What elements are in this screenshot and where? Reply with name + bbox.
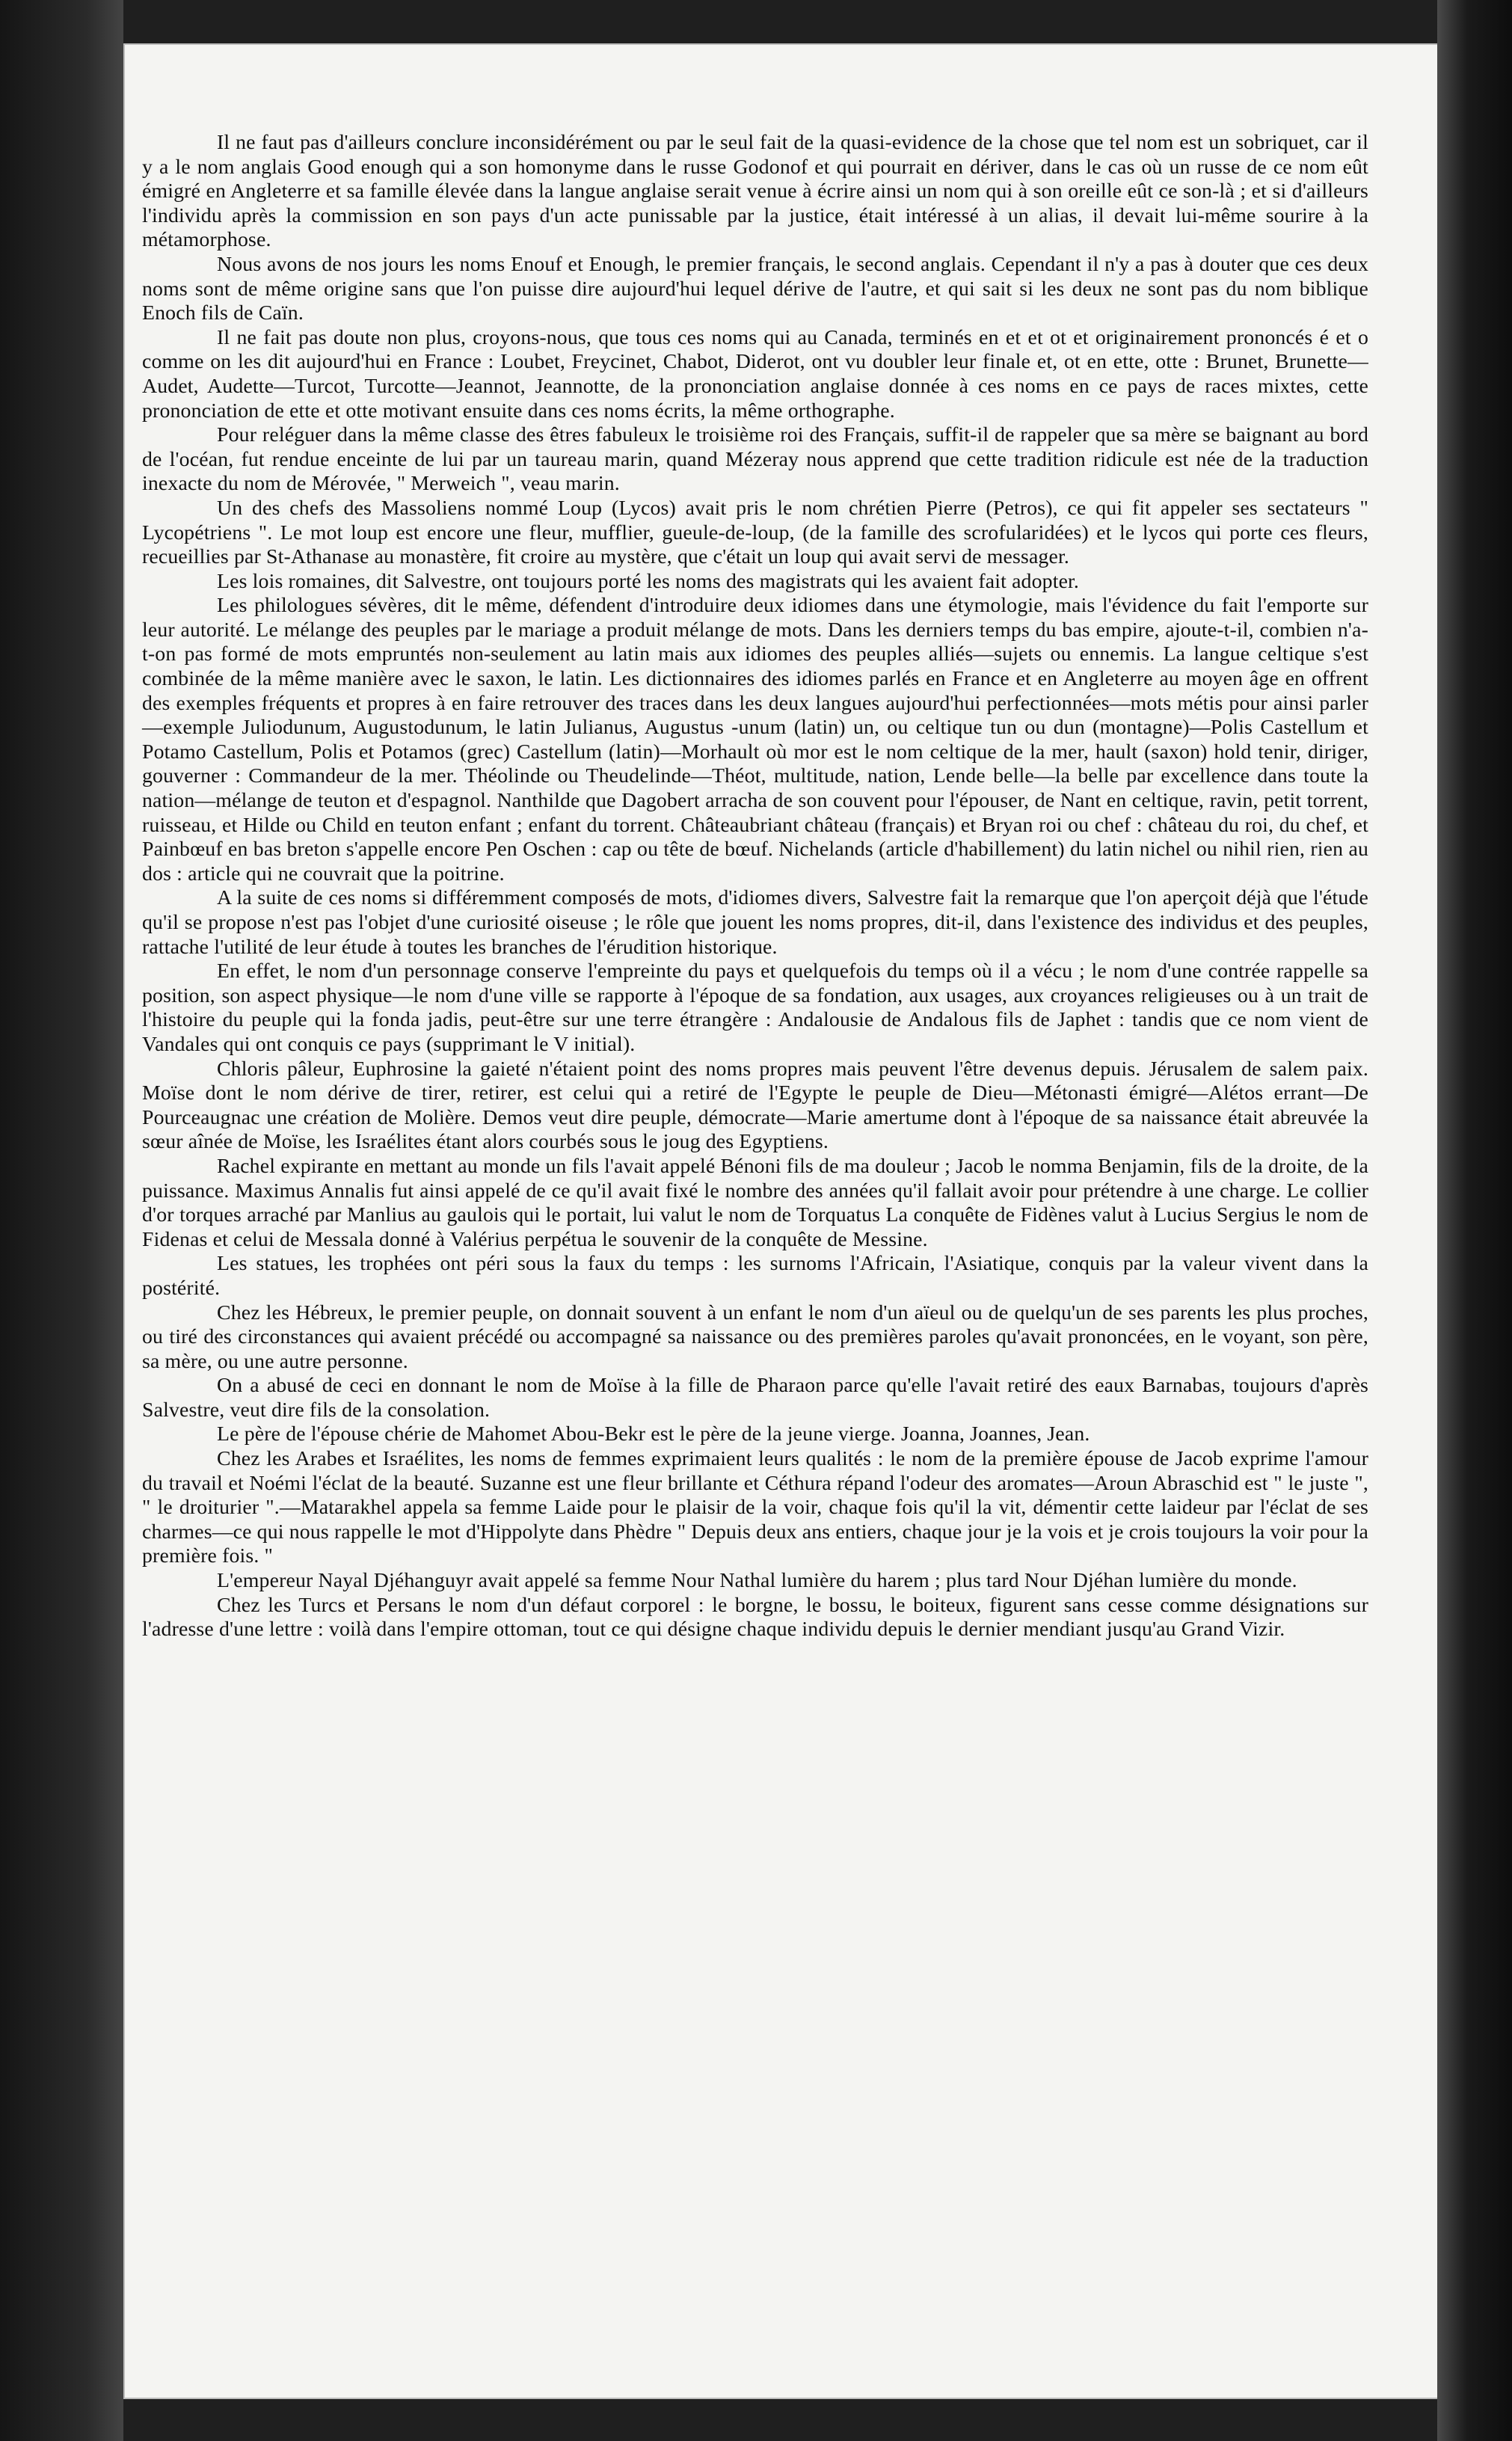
paragraph: Les lois romaines, dit Salvestre, ont toujours porté les noms des magistrats qui les avaient fait adopter. — [217, 569, 1080, 593]
paragraph: Rachel expirante en mettant au monde un fils l'avait appelé Bénoni fils de ma douleur ; Jacob le nomma Benjamin, fils de la droite, de la puissance. Maximus Annalis fut ainsi appelé de ce qu'il avait fixé le nombre des années qu'il fallait avoir pour prétendre à une charge. Le collier d'or torques arraché par Manlius au gaulois qui le portait, lui valut le nom de Torquatus La conquête de Fidènes valut à Lucius Sergius le nom de Fidenas et celui de Messala donné à Valérius perpétua le souvenir de la conquête de Messine. — [142, 1154, 1368, 1251]
paragraph: On a abusé de ceci en donnant le nom de Moïse à la fille de Pharaon parce qu'elle l'avait retiré des eaux Barnabas, toujours d'après Salvestre, veut dire fils de la consolation. — [142, 1374, 1368, 1422]
paragraph: Pour reléguer dans la même classe des êtres fabuleux le troisième roi des Français, suffit-il de rappeler que sa mère se baignant au bord de l'océan, fut rendue enceinte de lui par un taureau marin, quand Mézeray nous apprend que cette tradition ridicule est née de la traduction inexacte du nom de Mérovée, " Merweich ", veau marin. — [142, 423, 1368, 496]
scan-border-left — [0, 0, 123, 2441]
paragraph: Le père de l'épouse chérie de Mahomet Abou-Bekr est le père de la jeune vierge. Joanna, Joannes, Jean. — [217, 1422, 1090, 1446]
paragraph: Nous avons de nos jours les noms Enouf et Enough, le premier français, le second anglais. Cependant il n'y a pas à douter que ces deux noms sont de même origine sans que l'on puisse dire aujourd'hui lequel dérive de l'autre, et qui sait si les deux ne sont pas du nom biblique Enoch fils de Caïn. — [142, 252, 1368, 325]
paragraph: En effet, le nom d'un personnage conserve l'empreinte du pays et quelquefois du temps où il a vécu ; le nom d'une contrée rappelle sa position, son aspect physique—le nom d'une ville se rapporte à l'époque de sa fondation, aux usages, aux croyances religieuses ou à un trait de l'histoire du peuple qui la fonda jadis, peut-être sur une terre étrangère : Andalousie de Andalous fils de Japhet : tandis que ce nom vient de Vandales qui ont conquis ce pays (supprimant le V initial). — [142, 959, 1368, 1056]
paragraph: Les philologues sévères, dit le même, défendent d'introduire deux idiomes dans une étymologie, mais l'évidence du fait l'emporte sur leur autorité. Le mélange des peuples par le mariage a produit mélange de mots. Dans les derniers temps du bas empire, ajoute-t-il, combien n'a-t-on pas formé de mots empruntés non-seulement au latin mais aux idiomes des peuples alliés—sujets ou ennemis. La langue celtique s'est combinée de la même manière avec le saxon, le latin. Les dictionnaires des idiomes parlés en France et en Angleterre au moyen âge en offrent des exemples fréquents et propres à en faire retrouver des traces dans les deux langues aujourd'hui perfectionnées—mots métis pour ainsi parler—exemple Juliodunum, Augustodunum, le latin Julianus, Augustus -unum (latin) un, ou celtique tun ou dun (montagne)—Polis Castellum et Potamo Castellum, Polis et Potamos (grec) Castellum (latin)—Morhault où mor est le nom celtique de la mer, hault (saxon) hold tenir, diriger, gouverner : Commandeur de la mer. Théolinde ou Theudelinde—Théot, multitude, nation, Lende belle—la belle par excellence dans toute la nation—mélange de teuton et d'espagnol. Nanthilde que Dagobert arracha de son couvent pour l'épouser, de Nant en celtique, ravin, petit torrent, ruisseau, et Hilde ou Child en teuton enfant ; enfant du torrent. Châteaubriant château (français) et Bryan roi ou chef : château du roi, du chef, et Painbœuf en bas breton s'appelle encore Pen Oschen : cap ou tête de bœuf. Nichelands (article d'habillement) du latin nichel ou nihil rien, rien au dos : article qui ne couvrait que la poitrine. — [142, 594, 1368, 885]
paragraph: A la suite de ces noms si différemment composés de mots, d'idiomes divers, Salvestre fait la remarque que l'on aperçoit déjà que l'étude qu'il se propose n'est pas l'objet d'une curiosité oiseuse ; le rôle que jouent les noms propres, dit-il, dans l'existence des individus et des peuples, rattache l'utilité de leur étude à toutes les branches de l'érudition historique. — [142, 886, 1368, 959]
paragraph: Il ne faut pas d'ailleurs conclure inconsidérément ou par le seul fait de la quasi-evidence de la chose que tel nom est un sobriquet, car il y a le nom anglais Good enough qui a son homonyme dans le russe Godonof et qui pourrait en dériver, dans le cas où un russe de ce nom eût émigré en Angleterre et sa famille élevée dans la langue anglaise serait venue à écrire ainsi un nom qui à son oreille eût ce son-là ; et si d'ailleurs l'individu après la commission en son pays d'un acte punissable par la justice, était intéressé à un alias, il devait lui-même sourire à la métamorphose. — [142, 131, 1368, 252]
paragraph: Chez les Hébreux, le premier peuple, on donnait souvent à un enfant le nom d'un aïeul ou de quelqu'un de ses parents les plus proches, ou tiré des circonstances qui avaient précédé ou accompagné sa naissance ou des premières paroles qu'avait prononcées, en le voyant, son père, sa mère, ou une autre personne. — [142, 1301, 1368, 1373]
paragraph: Les statues, les trophées ont péri sous la faux du temps : les surnoms l'Africain, l'Asiatique, conquis par la valeur vivent dans la postérité. — [142, 1252, 1368, 1300]
paragraph: Chloris pâleur, Euphrosine la gaieté n'étaient point des noms propres mais peuvent l'être devenus depuis. Jérusalem de salem paix. Moïse dont le nom dérive de tirer, retirer, est celui qui a retiré de l'Egypte le peuple de Dieu—Métonasti émigré—Alétos errant—De Pourceaugnac une création de Molière. Demos veut dire peuple, démocrate—Marie amertume dont à l'époque de sa naissance était abreuvée la sœur aînée de Moïse, les Israélites étant alors courbés sous le joug des Egyptiens. — [142, 1057, 1368, 1154]
paragraph: Chez les Arabes et Israélites, les noms de femmes exprimaient leurs qualités : le nom de la première épouse de Jacob exprime l'amour du travail et Noémi l'éclat de la beauté. Suzanne est une fleur brillante et Céthura répand l'odeur des aromates—Aroun Abraschid est " le juste ", " le droiturier ".—Matarakhel appela sa femme Laide pour le plaisir de la voir, chaque fois qu'il la vit, démentir cette laideur par l'éclat de ses charmes—ce qui nous rappelle le mot d'Hippolyte dans Phèdre " Depuis deux ans entiers, chaque jour je la vois et je crois toujours la voir pour la première fois. " — [142, 1447, 1369, 1568]
article-body — [142, 131, 1368, 1642]
paragraph: Un des chefs des Massoliens nommé Loup (Lycos) avait pris le nom chrétien Pierre (Petros), ce qui fit appeler ses sectateurs " Lycopétriens ". Le mot loup est encore une fleur, mufflier, gueule-de-loup, (de la famille des scrofularidées) et le lycos qui porte ces fleurs, recueillies par St-Athanase au monastère, fit croire au mystère, que c'était un loup qui avait servi de messager. — [142, 496, 1368, 569]
paragraph: Chez les Turcs et Persans le nom d'un défaut corporel : le borgne, le bossu, le boiteux, figurent sans cesse comme désignations sur l'adresse d'une lettre : voilà dans l'empire ottoman, tout ce qui désigne chaque individu depuis le dernier mendiant jusqu'au Grand Vizir. — [142, 1593, 1368, 1642]
paragraph: L'empereur Nayal Djéhanguyr avait appelé sa femme Nour Nathal lumière du harem ; plus tard Nour Djéhan lumière du monde. — [217, 1569, 1297, 1593]
scan-border-right — [1437, 0, 1512, 2441]
paragraph: Il ne fait pas doute non plus, croyons-nous, que tous ces noms qui au Canada, terminés en et et ot et originairement prononcés é et o comme on les dit aujourd'hui en France : Loubet, Freycinet, Chabot, Diderot, ont vu doubler leur finale et, ot en ette, otte : Brunet, Brunette—Audet, Audette—Turcot, Turcotte—Jeannot, Jeannotte, de la prononciation anglaise donnée à ces noms en ce pays de races mixtes, cette prononciation de ette et otte motivant ensuite dans ces noms écrits, la même orthographe. — [142, 325, 1368, 423]
